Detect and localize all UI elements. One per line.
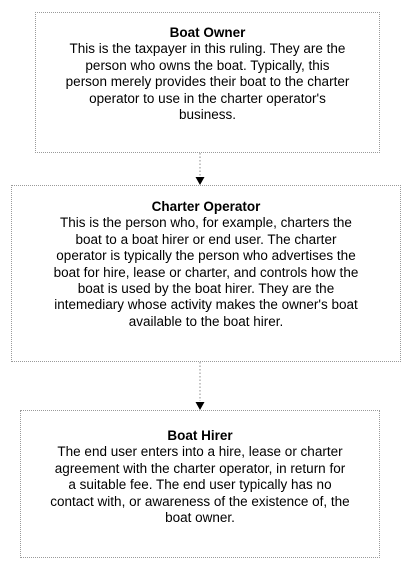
arrowhead-operator-to-hirer [196,402,205,410]
node-text-line: business. [178,107,237,123]
node-text-line: boat for hire, lease or charter, and controls how the [53,264,359,280]
node-charter-operator [11,185,401,362]
node-title: Boat Owner [169,25,246,40]
node-text-line: operator to use in the charter operator's [89,90,326,106]
arrowhead-owner-to-operator [196,177,205,185]
node-title: Boat Hirer [167,428,233,443]
node-text-line: intemediary whose activity makes the owner's boat [54,297,358,313]
node-title: Charter Operator [151,199,261,214]
node-text-line: boat to a boat hirer or end user. The charter [75,231,337,247]
node-text-line: a suitable fee. The end user typically has no [68,477,332,493]
node-text-line: This is the taxpayer in this ruling. They are the [69,41,346,57]
node-text-line: agreement with the charter operator, in return for [54,460,346,476]
node-boat-hirer [20,410,380,558]
node-text-line: operator is typically the person who advertises the [56,248,356,264]
node-text-line: person merely provides their boat to the charter [65,74,350,90]
node-text-line: person who owns the boat. Typically, this [85,57,330,73]
node-text-line: available to the boat hirer. [128,313,284,329]
node-text-line: The end user enters into a hire, lease or charter [57,444,343,460]
node-text-line: This is the person who, for example, charters the [60,215,352,231]
node-text-line: boat is used by the boat hirer. They are the [77,281,335,297]
node-boat-owner [35,12,380,153]
node-text-line: boat owner. [165,510,235,526]
node-text-line: contact with, or awareness of the existence of, the [50,493,350,509]
